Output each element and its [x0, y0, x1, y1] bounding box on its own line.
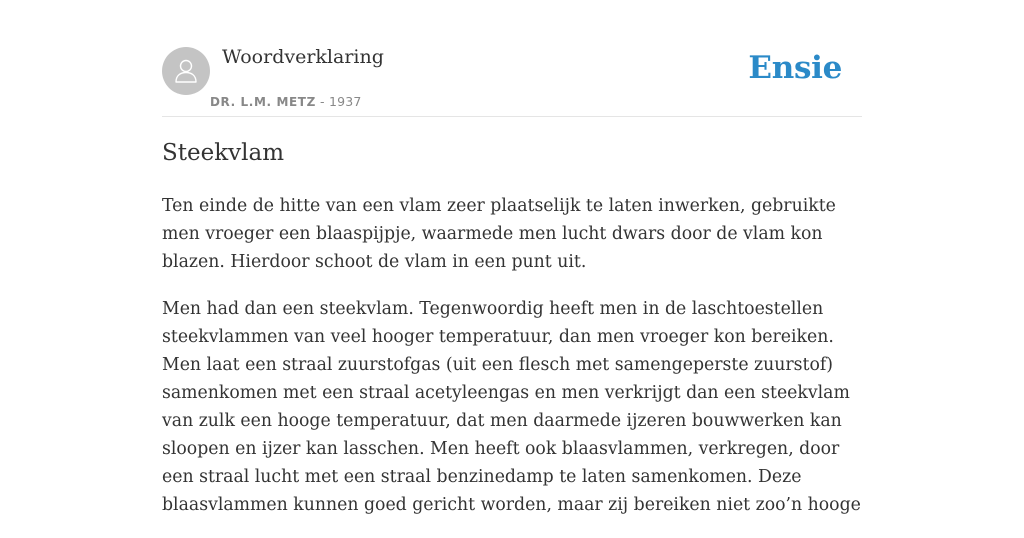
source-byline: [210, 94, 362, 109]
page-container: [162, 0, 862, 515]
author-name[interactable]: DR. L.M. METZ: [210, 95, 316, 109]
entry-paragraph: Men had dan een steekvlam. Tegenwoordig heeft men in de laschtoestellen steekvlammen van veel hooger temperatuur, dan men vroeger kon bereiken. Men laat een straal zuurstofgas (uit een flesch met samengeperste zuurstof) samenkomen met een straal acetyleengas en men verkrijgt dan een steekvlam van zulk een hooge temperatuur, dat men daarmede ijzeren bouwwerken kan sloopen en ijzer kan lasschen. Men heeft ook blaasvlammen, verkregen, door een straal lucht met een straal benzinedamp te laten samenkomen. Deze blaasvlammen kunnen goed gericht worden, maar zij bereiken niet zoo’n hooge: [162, 299, 861, 515]
user-icon: [171, 56, 201, 86]
publication-year: 1937: [328, 94, 362, 109]
source-title[interactable]: Woordverklaring: [222, 46, 384, 68]
avatar[interactable]: [162, 47, 210, 95]
byline-separator: -: [315, 94, 329, 109]
page-header: [162, 0, 862, 117]
entry-paragraph: Ten einde de hitte van een vlam zeer plaatselijk te laten inwerken, gebruikte men vroeger een blaaspijpje, waarmede men lucht dwars door de vlam kon blazen. Hierdoor schoot de vlam in een punt uit.: [162, 196, 836, 272]
ensie-logo[interactable]: Ensie: [748, 50, 842, 86]
entry-title: Steekvlam: [162, 140, 285, 166]
entry-content: [162, 192, 862, 538]
